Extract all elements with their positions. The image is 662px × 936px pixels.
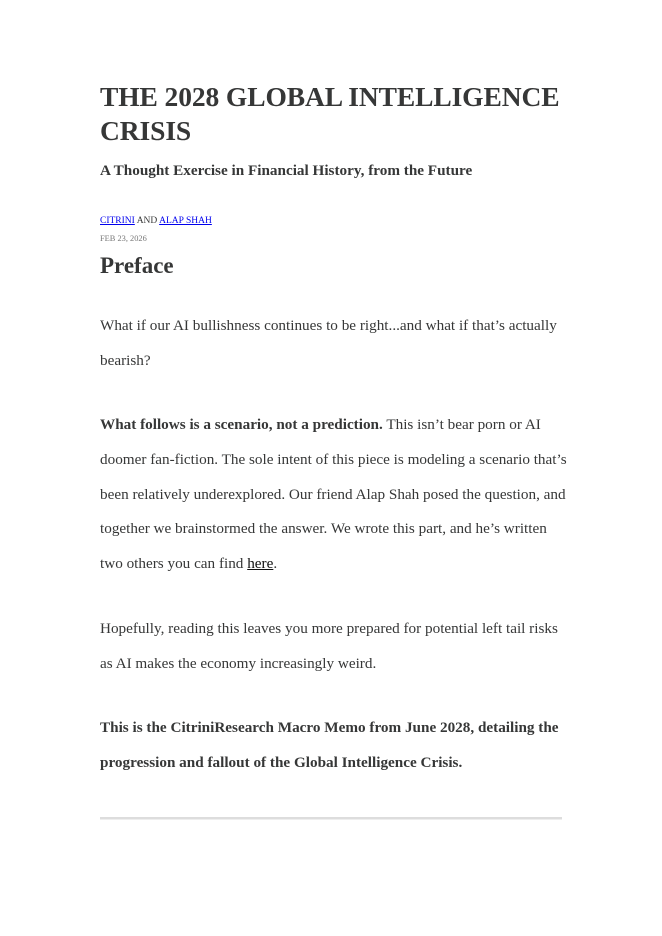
- byline-conjunction: AND: [136, 216, 158, 226]
- article-subtitle: A Thought Exercise in Financial History, from the Future: [100, 162, 473, 179]
- section-divider: [100, 817, 562, 820]
- paragraph-3: Hopefully, reading this leaves you more prepared for potential left tail risks as AI makes the economy increasingly weird.: [100, 620, 558, 672]
- section-heading: Preface: [100, 253, 174, 278]
- paragraph-1: What if our AI bullishness continues to be right...and what if that’s actually bearish?: [100, 317, 557, 369]
- paragraph-2-text: This isn’t bear porn or AI doomer fan-fiction. The sole intent of this piece is modeling a scenario that’s been relatively underexplored. Our friend Alap Shah posed the question, and together we brainstormed the answer. We wrote this part, and he’s written two others you can find: [100, 416, 567, 573]
- byline: [100, 214, 212, 228]
- author-link-alap-shah[interactable]: ALAP SHAH: [159, 216, 212, 226]
- paragraph-2-end: .: [273, 555, 278, 573]
- article-title: THE 2028 GLOBAL INTELLIGENCE CRISIS: [100, 81, 560, 146]
- paragraph-4-memo-note: This is the CitriniResearch Macro Memo from June 2028, detailing the progression and fallout of the Global Intelligence Crisis.: [100, 719, 559, 771]
- author-link-citrini[interactable]: CITRINI: [100, 216, 135, 226]
- publish-date: FEB 23, 2026: [100, 234, 147, 243]
- here-link[interactable]: here: [247, 555, 274, 573]
- paragraph-2: [100, 408, 570, 582]
- paragraph-2-bold-lead: What follows is a scenario, not a prediction.: [100, 416, 383, 433]
